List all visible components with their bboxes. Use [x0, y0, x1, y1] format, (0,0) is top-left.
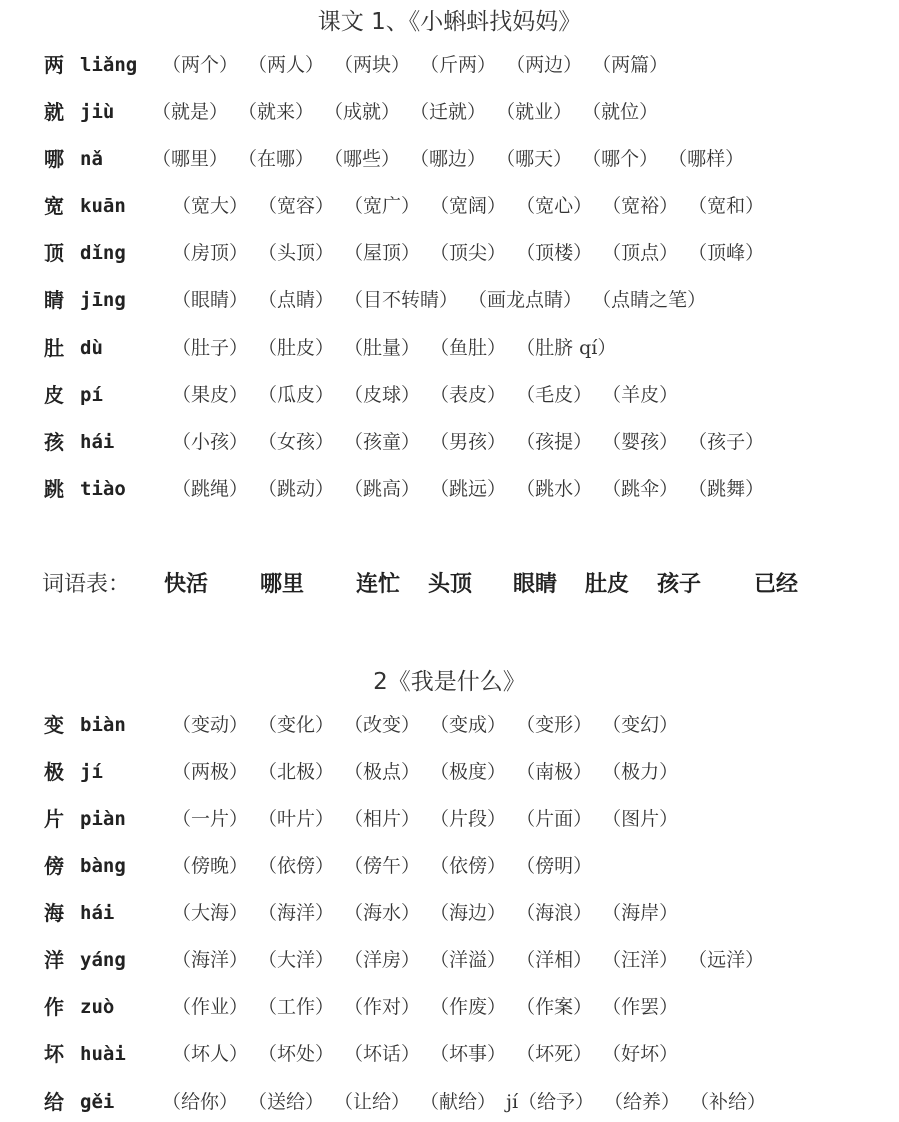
character: 肚 [44, 336, 64, 360]
word-list [172, 285, 716, 315]
word: （作罢） [602, 996, 679, 1018]
vocab-word: 哪里 [260, 572, 305, 597]
word: （洋溢） [430, 949, 507, 971]
word-list [162, 50, 678, 80]
word: （给养） [604, 1091, 681, 1113]
word: （就是） [152, 101, 229, 123]
word: （跳水） [516, 478, 593, 500]
word: （跳远） [430, 478, 507, 500]
word-list [172, 945, 774, 975]
word: （男孩） [430, 431, 507, 453]
pinyin: biàn [80, 714, 126, 736]
word: （哪个） [582, 148, 659, 170]
word: （哪里） [152, 148, 229, 170]
pinyin: pí [80, 384, 103, 406]
word: （给你） [162, 1091, 239, 1113]
word: （顶尖） [430, 242, 507, 264]
pinyin: liǎng [80, 54, 138, 76]
character: 坏 [44, 1042, 64, 1066]
pinyin: nǎ [80, 148, 103, 170]
word: （补给） [690, 1091, 767, 1113]
word: （宽大） [172, 195, 249, 217]
word: （就位） [582, 101, 659, 123]
word: （作对） [344, 996, 421, 1018]
word: （顶点） [602, 242, 679, 264]
word: （画龙点睛） [468, 289, 583, 311]
pinyin: hái [80, 431, 115, 453]
word: （好坏） [602, 1043, 679, 1065]
character: 两 [44, 53, 64, 77]
word: （小孩） [172, 431, 249, 453]
character: 片 [44, 807, 64, 831]
word: （毛皮） [516, 384, 593, 406]
character: 睛 [44, 288, 64, 312]
word-list [172, 380, 688, 410]
word: （瓜皮） [258, 384, 335, 406]
word: （依傍） [258, 855, 335, 877]
word: （两极） [172, 761, 249, 783]
word: （跳高） [344, 478, 421, 500]
word: （汪洋） [602, 949, 679, 971]
word-list [152, 144, 754, 174]
word: （两边） [506, 54, 583, 76]
word: （目不转睛） [344, 289, 459, 311]
vocab-word: 连忙 [356, 572, 401, 597]
word-list [152, 97, 668, 127]
word: （表皮） [430, 384, 507, 406]
pinyin: hái [80, 902, 115, 924]
word-list [172, 898, 688, 928]
word: （海岸） [602, 902, 679, 924]
word: （图片） [602, 808, 679, 830]
word: （哪边） [410, 148, 487, 170]
word: （变化） [258, 714, 335, 736]
word: （两篇） [592, 54, 669, 76]
word: （羊皮） [602, 384, 679, 406]
word: （宽容） [258, 195, 335, 217]
word: （海边） [430, 902, 507, 924]
word: （成就） [324, 101, 401, 123]
word: （工作） [258, 996, 335, 1018]
word: （头顶） [258, 242, 335, 264]
word: （皮球） [344, 384, 421, 406]
word: （海洋） [258, 902, 335, 924]
word-list [172, 238, 774, 268]
word-list [172, 992, 688, 1022]
word: （迁就） [410, 101, 487, 123]
word: （大洋） [258, 949, 335, 971]
pinyin: huài [80, 1043, 126, 1065]
word: （让给） [334, 1091, 411, 1113]
word: （改变） [344, 714, 421, 736]
word: （就业） [496, 101, 573, 123]
word: （顶楼） [516, 242, 593, 264]
word: （傍晚） [172, 855, 249, 877]
word: （洋房） [344, 949, 421, 971]
word: （肚子） [172, 337, 249, 359]
character: 变 [44, 713, 64, 737]
word-list [172, 851, 602, 881]
word: （作废） [430, 996, 507, 1018]
word: （依傍） [430, 855, 507, 877]
word: （哪些） [324, 148, 401, 170]
pinyin: piàn [80, 808, 126, 830]
word: （坏话） [344, 1043, 421, 1065]
word: （跳动） [258, 478, 335, 500]
word: （送给） [248, 1091, 325, 1113]
word: （远洋） [688, 949, 765, 971]
pinyin: bàng [80, 855, 126, 877]
character: 海 [44, 901, 64, 925]
word: （孩子） [688, 431, 765, 453]
word: （跳绳） [172, 478, 249, 500]
word-list [172, 757, 688, 787]
word: （极度） [430, 761, 507, 783]
word: （就来） [238, 101, 315, 123]
vocab-word: 眼睛 [513, 572, 558, 597]
word: （哪天） [496, 148, 573, 170]
word: （北极） [258, 761, 335, 783]
word: （眼睛） [172, 289, 249, 311]
lesson1-title: 课文 1、《小蝌蚪找妈妈》 [317, 9, 582, 35]
character: 洋 [44, 948, 64, 972]
vocab-word: 头顶 [428, 572, 473, 597]
word-list [172, 1039, 688, 1069]
word: （两个） [162, 54, 239, 76]
pinyin: jīng [80, 289, 126, 311]
character: 皮 [44, 383, 64, 407]
vocab-word: 肚皮 [585, 572, 630, 597]
word: （相片） [344, 808, 421, 830]
word: （在哪） [238, 148, 315, 170]
word: （两块） [334, 54, 411, 76]
character: 作 [44, 995, 64, 1019]
vocab-word: 快活 [164, 572, 209, 597]
character: 宽 [44, 194, 64, 218]
word: （作案） [516, 996, 593, 1018]
word: （孩提） [516, 431, 593, 453]
word: （坏人） [172, 1043, 249, 1065]
word-list [172, 427, 774, 457]
pinyin: jí [80, 761, 103, 783]
vocab-word: 孩子 [657, 572, 702, 597]
character: 哪 [44, 147, 64, 171]
word: （作业） [172, 996, 249, 1018]
character: 跳 [44, 477, 64, 501]
word: （一片） [172, 808, 249, 830]
word-list [172, 333, 626, 363]
word: （两人） [248, 54, 325, 76]
word: （叶片） [258, 808, 335, 830]
character: 孩 [44, 430, 64, 454]
word: （大海） [172, 902, 249, 924]
word-list [172, 474, 774, 504]
vocab-label: 词语表： [42, 572, 131, 597]
character: 就 [44, 100, 64, 124]
word: （肚皮） [258, 337, 335, 359]
pinyin: yáng [80, 949, 126, 971]
lesson2-title: 2《我是什么》 [373, 669, 526, 695]
word: （点睛之笔） [592, 289, 707, 311]
word-list [162, 1087, 776, 1117]
word: （点睛） [258, 289, 335, 311]
word: （宽和） [688, 195, 765, 217]
word: （片段） [430, 808, 507, 830]
word-list [172, 710, 688, 740]
word: （海洋） [172, 949, 249, 971]
word: （孩童） [344, 431, 421, 453]
pinyin: tiào [80, 478, 126, 500]
character: 极 [44, 760, 64, 784]
word: （海水） [344, 902, 421, 924]
word: （变幻） [602, 714, 679, 736]
word: （斤两） [420, 54, 497, 76]
pinyin: dù [80, 337, 103, 359]
word: （变成） [430, 714, 507, 736]
word: （屋顶） [344, 242, 421, 264]
word: （哪样） [668, 148, 745, 170]
word: （变形） [516, 714, 593, 736]
character: 给 [44, 1090, 64, 1114]
word: jí（给予） [506, 1091, 595, 1113]
word: （极点） [344, 761, 421, 783]
word: （傍明） [516, 855, 593, 877]
word: （变动） [172, 714, 249, 736]
word: （片面） [516, 808, 593, 830]
word: （女孩） [258, 431, 335, 453]
word-list [172, 191, 774, 221]
word: （肚量） [344, 337, 421, 359]
word: （傍午） [344, 855, 421, 877]
pinyin: zuò [80, 996, 115, 1018]
word: （跳舞） [688, 478, 765, 500]
word: （宽广） [344, 195, 421, 217]
character: 顶 [44, 241, 64, 265]
word: （极力） [602, 761, 679, 783]
pinyin: kuān [80, 195, 126, 217]
word: （果皮） [172, 384, 249, 406]
pinyin: gěi [80, 1091, 115, 1113]
word: （坏事） [430, 1043, 507, 1065]
word: （顶峰） [688, 242, 765, 264]
word: （肚脐 qí） [516, 337, 617, 359]
word: （坏处） [258, 1043, 335, 1065]
word: （婴孩） [602, 431, 679, 453]
vocab-word: 已经 [754, 572, 799, 597]
word: （宽心） [516, 195, 593, 217]
word: （宽阔） [430, 195, 507, 217]
word: （海浪） [516, 902, 593, 924]
word: （跳伞） [602, 478, 679, 500]
character: 傍 [44, 854, 64, 878]
word: （鱼肚） [430, 337, 507, 359]
pinyin: jiù [80, 101, 115, 123]
word: （坏死） [516, 1043, 593, 1065]
word-list [172, 804, 688, 834]
word: （房顶） [172, 242, 249, 264]
pinyin: dǐng [80, 242, 126, 264]
word: （宽裕） [602, 195, 679, 217]
word: （南极） [516, 761, 593, 783]
word: （洋相） [516, 949, 593, 971]
word: （献给） [420, 1091, 497, 1113]
